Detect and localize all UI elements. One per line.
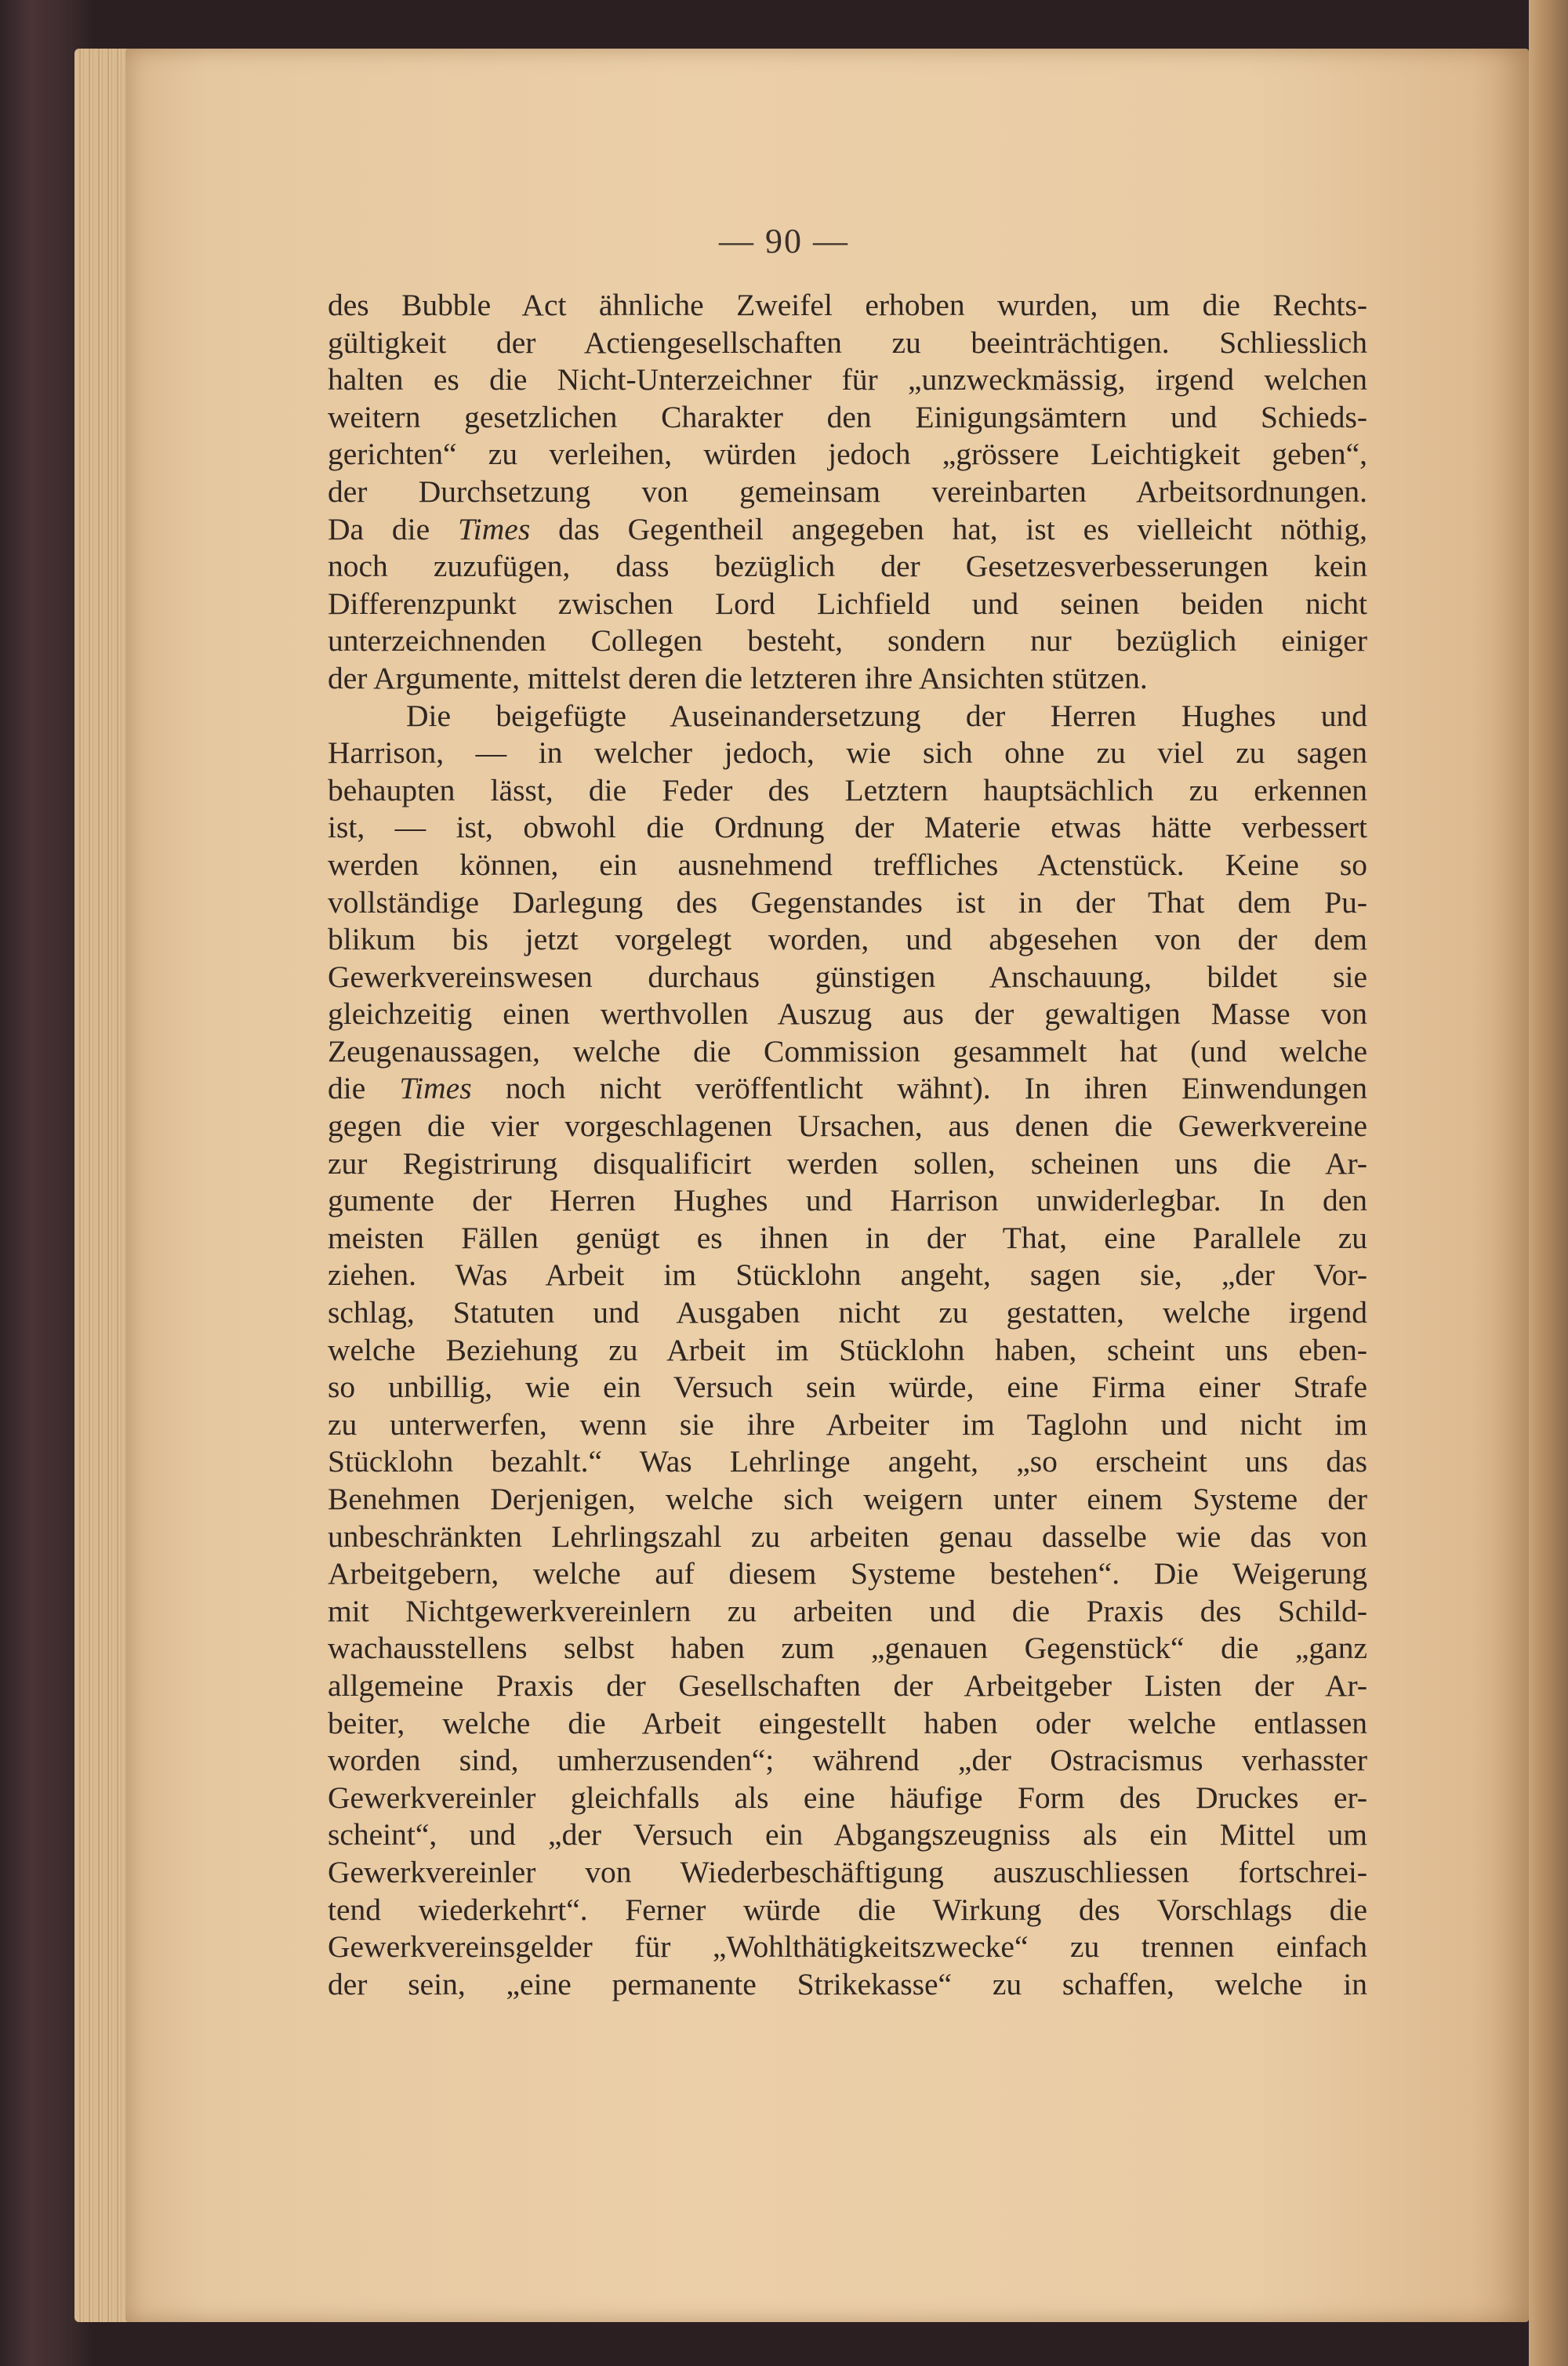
text-line: beiter, welche die Arbeit eingestellt haben oder welche entlassen xyxy=(328,1705,1367,1740)
text-line: tend wiederkehrt“. Ferner würde die Wirkung des Vorschlags die xyxy=(328,1892,1367,1927)
text-line: Harrison, — in welcher jedoch, wie sich ohne zu viel zu sagen xyxy=(328,735,1367,771)
text-line: behaupten lässt, die Feder des Letztern hauptsächlich zu erkennen xyxy=(328,772,1367,807)
text-line: Arbeitgebern, welche auf diesem Systeme bestehen“. Die Weigerung xyxy=(328,1556,1367,1591)
text-line: unbeschränkten Lehrlingszahl zu arbeiten genau dasselbe wie das von xyxy=(328,1519,1367,1554)
text-line: Zeugenaussagen, welche die Commission gesammelt hat (und welche xyxy=(328,1033,1367,1069)
page-number: — 90 — xyxy=(719,222,849,260)
text-line: noch zuzufügen, dass bezüglich der Gesetzesverbesserungen kein xyxy=(328,549,1367,584)
text-line: scheint“, und „der Versuch ein Abgangszeugniss als ein Mittel um xyxy=(328,1817,1367,1853)
text-line: der Argumente, mittelst deren die letzteren ihre Ansichten stützen. xyxy=(328,660,1148,695)
text-line: blikum bis jetzt vorgelegt worden, und abgesehen von der dem xyxy=(328,922,1367,957)
text-line: allgemeine Praxis der Gesellschaften der Arbeitgeber Listen der Ar- xyxy=(328,1667,1367,1703)
text-line: ziehen. Was Arbeit im Stücklohn angeht, sagen sie, „der Vor- xyxy=(328,1257,1367,1293)
text-line: Gewerkvereinsgelder für „Wohlthätigkeitszwecke“ zu trennen einfach xyxy=(328,1929,1367,1965)
page-gutter xyxy=(1529,0,1568,2366)
paragraph-1 xyxy=(328,287,1367,698)
text-line: weitern gesetzlichen Charakter den Einigungsämtern und Schieds- xyxy=(328,399,1367,434)
text-line: Gewerkvereinler gleichfalls als eine häufige Form des Druckes er- xyxy=(328,1780,1367,1815)
text-line: unterzeichnenden Collegen besteht, sondern nur bezüglich einiger xyxy=(328,623,1367,659)
text-line: gumente der Herren Hughes und Harrison unwiderlegbar. In den xyxy=(328,1183,1367,1218)
text-line: halten es die Nicht-Unterzeichner für „unzweckmässig, irgend welchen xyxy=(328,362,1367,397)
text-line: Da die Times das Gegentheil angegeben hat, ist es vielleicht nöthig, xyxy=(328,511,1367,546)
text-line: die Times noch nicht veröffentlicht wähnt). In ihren Einwendungen xyxy=(328,1071,1367,1106)
text-line: Gewerkvereinler von Wiederbeschäftigung auszuschliessen fortschrei- xyxy=(328,1854,1367,1889)
text-line: Benehmen Derjenigen, welche sich weigern unter einem Systeme der xyxy=(328,1482,1367,1516)
text-line: wachausstellens selbst haben zum „genauen Gegenstück“ die „ganz xyxy=(328,1631,1367,1666)
newspaper-title: Times xyxy=(399,1071,472,1106)
text-line: gültigkeit der Actiengesellschaften zu beeinträchtigen. Schliesslich xyxy=(328,325,1367,360)
text-line: Gewerkvereinswesen durchaus günstigen Anschauung, bildet sie xyxy=(328,959,1367,994)
text-line: so unbillig, wie ein Versuch sein würde, eine Firma einer Strafe xyxy=(328,1370,1367,1405)
text-line: gleichzeitig einen werthvollen Auszug aus der gewaltigen Masse von xyxy=(328,996,1367,1032)
text-line: welche Beziehung zu Arbeit im Stücklohn haben, scheint uns eben- xyxy=(328,1332,1367,1367)
text-line: mit Nichtgewerkvereinlern zu arbeiten und die Praxis des Schild- xyxy=(328,1593,1367,1628)
newspaper-title: Times xyxy=(458,511,531,546)
text-line: des Bubble Act ähnliche Zweifel erhoben wurden, um die Rechts- xyxy=(328,288,1367,322)
text-line: zur Registrirung disqualificirt werden sollen, scheinen uns die Ar- xyxy=(328,1145,1367,1181)
text-line: der sein, „eine permanente Strikekasse“ zu schaffen, welche in xyxy=(328,1966,1367,2001)
text-line: meisten Fällen genügt es ihnen in der That, eine Parallele zu xyxy=(328,1220,1367,1255)
text-line: worden sind, umherzusenden“; während „der Ostracismus verhasster xyxy=(328,1743,1367,1778)
text-line: gerichten“ zu verleihen, würden jedoch „grössere Leichtigkeit geben“, xyxy=(328,437,1367,472)
text-line: schlag, Statuten und Ausgaben nicht zu gestatten, welche irgend xyxy=(328,1295,1367,1330)
text-line: Differenzpunkt zwischen Lord Lichfield und seinen beiden nicht xyxy=(328,586,1367,621)
text-line: gegen die vier vorgeschlagenen Ursachen, aus denen die Gewerkvereine xyxy=(328,1109,1367,1144)
text-line: vollständige Darlegung des Gegenstandes ist in der That dem Pu- xyxy=(328,884,1367,920)
text-line: Die beigefügte Auseinandersetzung der Herren Hughes und xyxy=(406,698,1367,733)
body-text xyxy=(328,287,1367,2003)
text-line: werden können, ein ausnehmend treffliches Actenstück. Keine so xyxy=(328,847,1367,882)
text-line: zu unterwerfen, wenn sie ihre Arbeiter im Taglohn und nicht im xyxy=(328,1406,1367,1442)
text-line: ist, — ist, obwohl die Ordnung der Materie etwas hätte verbessert xyxy=(328,810,1367,845)
paragraph-2 xyxy=(328,698,1367,2004)
text-line: der Durchsetzung von gemeinsam vereinbarten Arbeitsordnungen. xyxy=(328,474,1367,509)
text-line: Stücklohn bezahlt.“ Was Lehrlinge angeht, „so erscheint uns das xyxy=(328,1444,1367,1479)
